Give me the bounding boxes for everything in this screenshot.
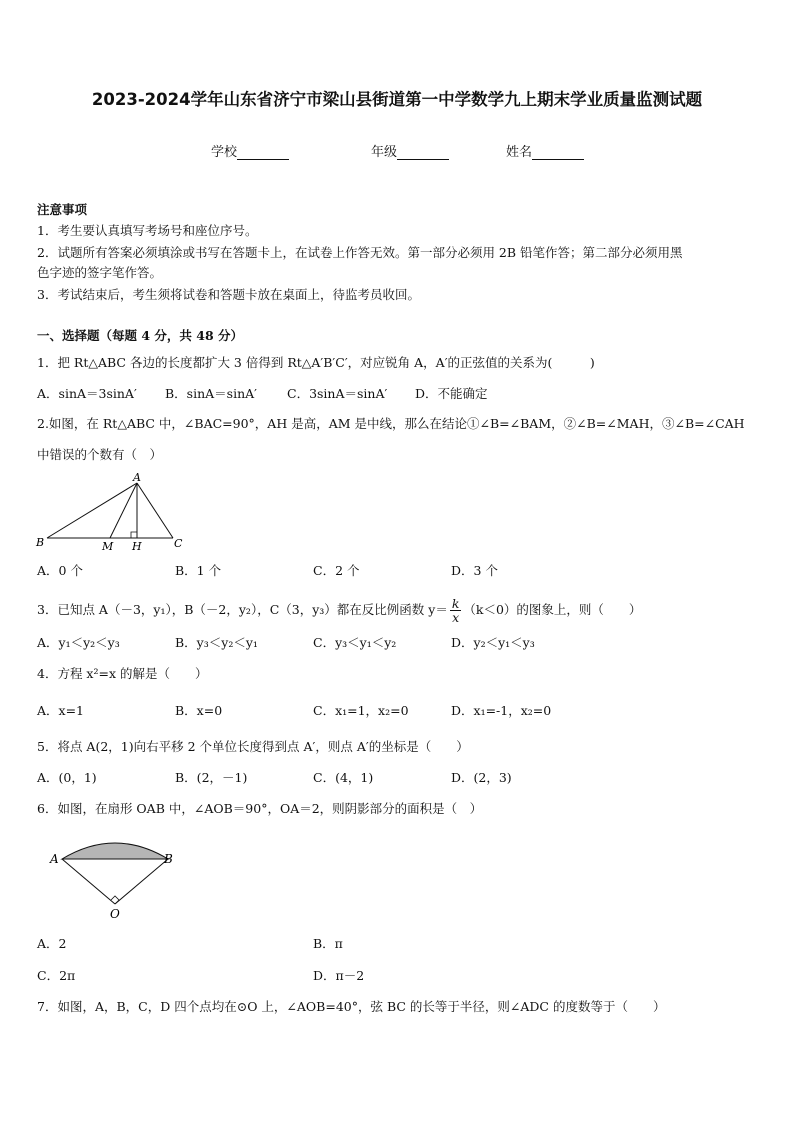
q2-triangle-figure <box>30 470 200 555</box>
q4-option-b: B．x=0 <box>175 703 223 718</box>
q2-stem-line1: 2.如图，在 Rt△ABC 中，∠BAC=90°，AH 是高，AM 是中线，那么在结论①∠B=∠BAM，②∠B=∠MAH，③∠B=∠CAH <box>37 416 745 431</box>
q3-frac-den: x <box>452 610 460 625</box>
q3-stem <box>37 597 641 624</box>
grade-blank <box>397 147 449 160</box>
label-b: B <box>36 536 45 549</box>
right-angle-mark <box>131 532 137 538</box>
q7-stem: 7．如图，A，B，C，D 四个点均在⊙O 上，∠AOB=40°，弦 BC 的长等于半径，则∠ADC 的度数等于（ ） <box>37 999 666 1014</box>
grade-field <box>371 141 449 160</box>
shaded-segment <box>62 843 168 859</box>
notice-item: 3．考试结束后，考生须将试卷和答题卡放在桌面上，待监考员收回。 <box>37 287 420 302</box>
q1-option-a: A．sinA＝3sinA′ <box>37 386 137 401</box>
label-a: A <box>50 852 59 866</box>
q1-stem: 1．把 Rt△ABC 各边的长度都扩大 3 倍得到 Rt△A′B′C′，对应锐角 A，A′的正弦值的关系为( ) <box>37 355 595 370</box>
q2-option-d: D．3 个 <box>451 563 498 578</box>
q6-stem: 6．如图，在扇形 OAB 中，∠AOB＝90°，OA＝2，则阴影部分的面积是（ ） <box>37 801 483 816</box>
radius-ob <box>115 859 168 904</box>
q6-option-d: D．π－2 <box>313 968 365 983</box>
q2-option-b: B．1 个 <box>175 563 222 578</box>
q2-option-a: A．0 个 <box>37 563 83 578</box>
q6-option-c: C．2π <box>37 968 76 983</box>
q3-option-b: B．y₃＜y₂＜y₁ <box>175 635 258 650</box>
q6-option-a: A．2 <box>37 936 67 951</box>
label-m: M <box>102 540 114 553</box>
notice-item: 2．试题所有答案必须填涂或书写在答题卡上，在试卷上作答无效。第一部分必须用 2B 铅笔作答；第二部分必须用黑 <box>37 245 683 260</box>
q5-option-b: B．(2，－1) <box>175 770 248 785</box>
q3-option-d: D．y₂＜y₁＜y₃ <box>451 635 535 650</box>
name-blank <box>532 147 584 160</box>
q3-option-c: C．y₃＜y₁＜y₂ <box>313 635 397 650</box>
page-title: 2023-2024学年山东省济宁市梁山县街道第一中学数学九上期末学业质量监测试题 <box>91 90 703 109</box>
side-ac <box>137 483 173 538</box>
q4-option-d: D．x₁=-1，x₂=0 <box>451 703 552 718</box>
label-o: O <box>110 907 120 921</box>
school-field <box>211 141 289 160</box>
school-blank <box>237 147 289 160</box>
q5-option-c: C．(4，1) <box>313 770 374 785</box>
q1-option-b: B．sinA＝sinA′ <box>165 386 258 401</box>
q5-option-a: A．(0，1) <box>37 770 97 785</box>
label-c: C <box>174 537 183 550</box>
section-heading: 一、选择题（每题 4 分，共 48 分） <box>37 328 244 343</box>
q1-option-c: C．3sinA＝sinA′ <box>287 386 388 401</box>
school-label: 学校 <box>211 145 238 160</box>
label-a: A <box>133 471 141 484</box>
notice-item: 色字迹的签字笔作答。 <box>37 265 163 280</box>
q3-stem-main: 3．已知点 A（－3，y₁），B（－2，y₂），C（3，y₃）都在反比例函数 y＝ <box>37 602 448 617</box>
right-angle-mark <box>111 896 119 904</box>
name-label: 姓名 <box>506 145 533 160</box>
q3-option-a: A．y₁＜y₂＜y₃ <box>37 635 120 650</box>
q3-frac-num: k <box>451 596 460 611</box>
q2-option-c: C．2 个 <box>313 563 360 578</box>
name-field <box>506 141 584 160</box>
q5-option-d: D．(2，3) <box>451 770 512 785</box>
q2-stem-line2: 中错误的个数有（ ） <box>37 447 163 462</box>
notice-heading: 注意事项 <box>37 202 88 217</box>
q3-fraction <box>450 597 462 624</box>
q6-sector-figure <box>40 832 190 924</box>
q1-option-d: D．不能确定 <box>415 386 488 401</box>
q4-option-a: A．x=1 <box>37 703 85 718</box>
notice-item: 1．考生要认真填写考场号和座位序号。 <box>37 223 258 238</box>
grade-label: 年级 <box>371 145 398 160</box>
q4-option-c: C．x₁=1，x₂=0 <box>313 703 409 718</box>
q3-stem-post: （k＜0）的图象上，则（ ） <box>463 602 642 617</box>
label-h: H <box>132 540 142 553</box>
q6-option-b: B．π <box>313 936 343 951</box>
label-b: B <box>164 852 173 866</box>
radius-oa <box>62 859 115 904</box>
q5-stem: 5．将点 A(2，1)向右平移 2 个单位长度得到点 A′，则点 A′的坐标是（ ） <box>37 739 469 754</box>
q4-stem: 4．方程 x²=x 的解是（ ） <box>37 666 208 681</box>
